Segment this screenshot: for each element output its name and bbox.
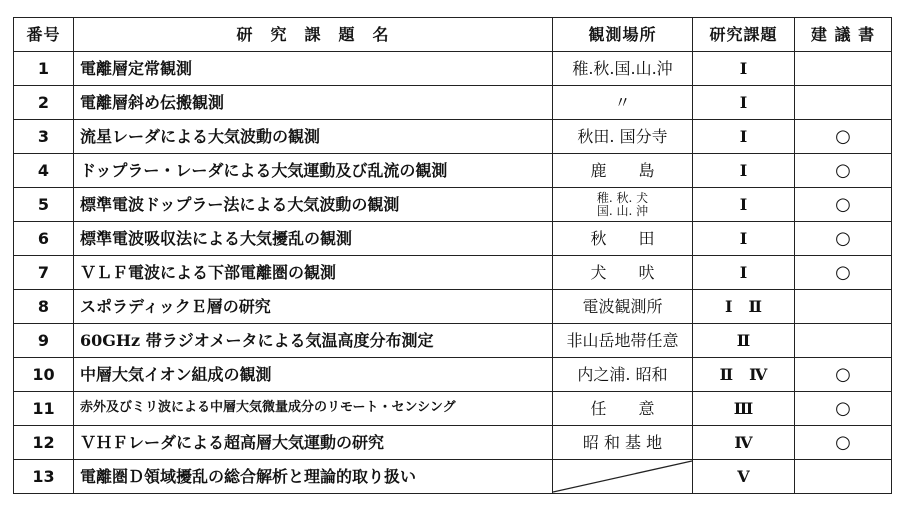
row-number: 7 (14, 256, 74, 290)
row-title: 標準電波吸収法による大気擾乱の観測 (74, 222, 553, 256)
table-row (14, 426, 892, 460)
row-title: ＶＬＦ電波による下部電離圏の観測 (74, 256, 553, 290)
row-title: ＶＨＦレーダによる超高層大気運動の研究 (74, 426, 553, 460)
row-subject: Ⅰ (693, 188, 795, 222)
row-place: 非山岳地帯任意 (553, 324, 693, 358)
row-number: 12 (14, 426, 74, 460)
row-title: 標準電波ドップラー法による大気波動の観測 (74, 188, 553, 222)
row-subject: Ⅰ (693, 154, 795, 188)
row-subject: Ⅴ (693, 460, 795, 494)
header-place: 観測場所 (553, 18, 693, 52)
row-place: 秋 田 (553, 222, 693, 256)
table-row (14, 188, 892, 222)
row-recommendation: ○ (795, 358, 892, 392)
row-recommendation (795, 52, 892, 86)
row-number: 4 (14, 154, 74, 188)
row-recommendation (795, 86, 892, 120)
row-place: 秋田. 国分寺 (553, 120, 693, 154)
row-title: 赤外及びミリ波による中層大気微量成分のリモート・センシング (74, 392, 553, 426)
row-title: 60GHz 帯ラジオメータによる気温高度分布測定 (74, 324, 553, 358)
row-place-empty (553, 460, 693, 494)
row-number: 8 (14, 290, 74, 324)
row-subject: Ⅱ (693, 324, 795, 358)
row-subject: Ⅰ (693, 86, 795, 120)
row-recommendation: ○ (795, 188, 892, 222)
row-number: 6 (14, 222, 74, 256)
table-row (14, 392, 892, 426)
row-place: 犬 吠 (553, 256, 693, 290)
row-title: 電離層定常観測 (74, 52, 553, 86)
row-subject: Ⅰ (693, 52, 795, 86)
row-number: 1 (14, 52, 74, 86)
row-subject: Ⅰ (693, 120, 795, 154)
row-subject: Ⅲ (693, 392, 795, 426)
row-title: 中層大気イオン組成の観測 (74, 358, 553, 392)
row-place: 稚. 秋. 犬 国. 山. 沖 (553, 188, 693, 222)
row-recommendation: ○ (795, 256, 892, 290)
row-recommendation (795, 324, 892, 358)
table-row (14, 460, 892, 494)
row-subject: Ⅰ Ⅱ (693, 290, 795, 324)
row-place: 〃 (553, 86, 693, 120)
header-number: 番号 (14, 18, 74, 52)
row-recommendation: ○ (795, 120, 892, 154)
row-number: 2 (14, 86, 74, 120)
row-number: 9 (14, 324, 74, 358)
row-recommendation: ○ (795, 426, 892, 460)
row-title: 流星レーダによる大気波動の観測 (74, 120, 553, 154)
row-title: スポラディックＥ層の研究 (74, 290, 553, 324)
table-row (14, 120, 892, 154)
header-title: 研 究 課 題 名 (74, 18, 553, 52)
table-row (14, 358, 892, 392)
row-recommendation: ○ (795, 222, 892, 256)
row-number: 3 (14, 120, 74, 154)
row-place: 任 意 (553, 392, 693, 426)
row-number: 10 (14, 358, 74, 392)
row-place: 昭 和 基 地 (553, 426, 693, 460)
table-row (14, 324, 892, 358)
row-subject: Ⅰ (693, 256, 795, 290)
table-row (14, 290, 892, 324)
table-row (14, 256, 892, 290)
row-subject: Ⅰ (693, 222, 795, 256)
table-row (14, 52, 892, 86)
row-title: 電離層斜め伝搬観測 (74, 86, 553, 120)
table-row (14, 86, 892, 120)
row-number: 13 (14, 460, 74, 494)
header-subject: 研究課題 (693, 18, 795, 52)
row-subject: Ⅱ Ⅳ (693, 358, 795, 392)
row-title: ドップラー・レーダによる大気運動及び乱流の観測 (74, 154, 553, 188)
row-number: 5 (14, 188, 74, 222)
row-place: 鹿 島 (553, 154, 693, 188)
row-subject: Ⅳ (693, 426, 795, 460)
row-recommendation: ○ (795, 154, 892, 188)
table-row (14, 154, 892, 188)
row-place: 内之浦. 昭和 (553, 358, 693, 392)
header-row (14, 18, 892, 52)
research-table (13, 17, 892, 494)
header-recommendation: 建 議 書 (795, 18, 892, 52)
row-recommendation: ○ (795, 392, 892, 426)
diagonal-line-icon (553, 460, 692, 493)
row-place: 稚.秋.国.山.沖 (553, 52, 693, 86)
row-place: 電波観測所 (553, 290, 693, 324)
row-recommendation (795, 290, 892, 324)
row-title: 電離圏Ｄ領域擾乱の総合解析と理論的取り扱い (74, 460, 553, 494)
table-row (14, 222, 892, 256)
row-recommendation (795, 460, 892, 494)
row-number: 11 (14, 392, 74, 426)
